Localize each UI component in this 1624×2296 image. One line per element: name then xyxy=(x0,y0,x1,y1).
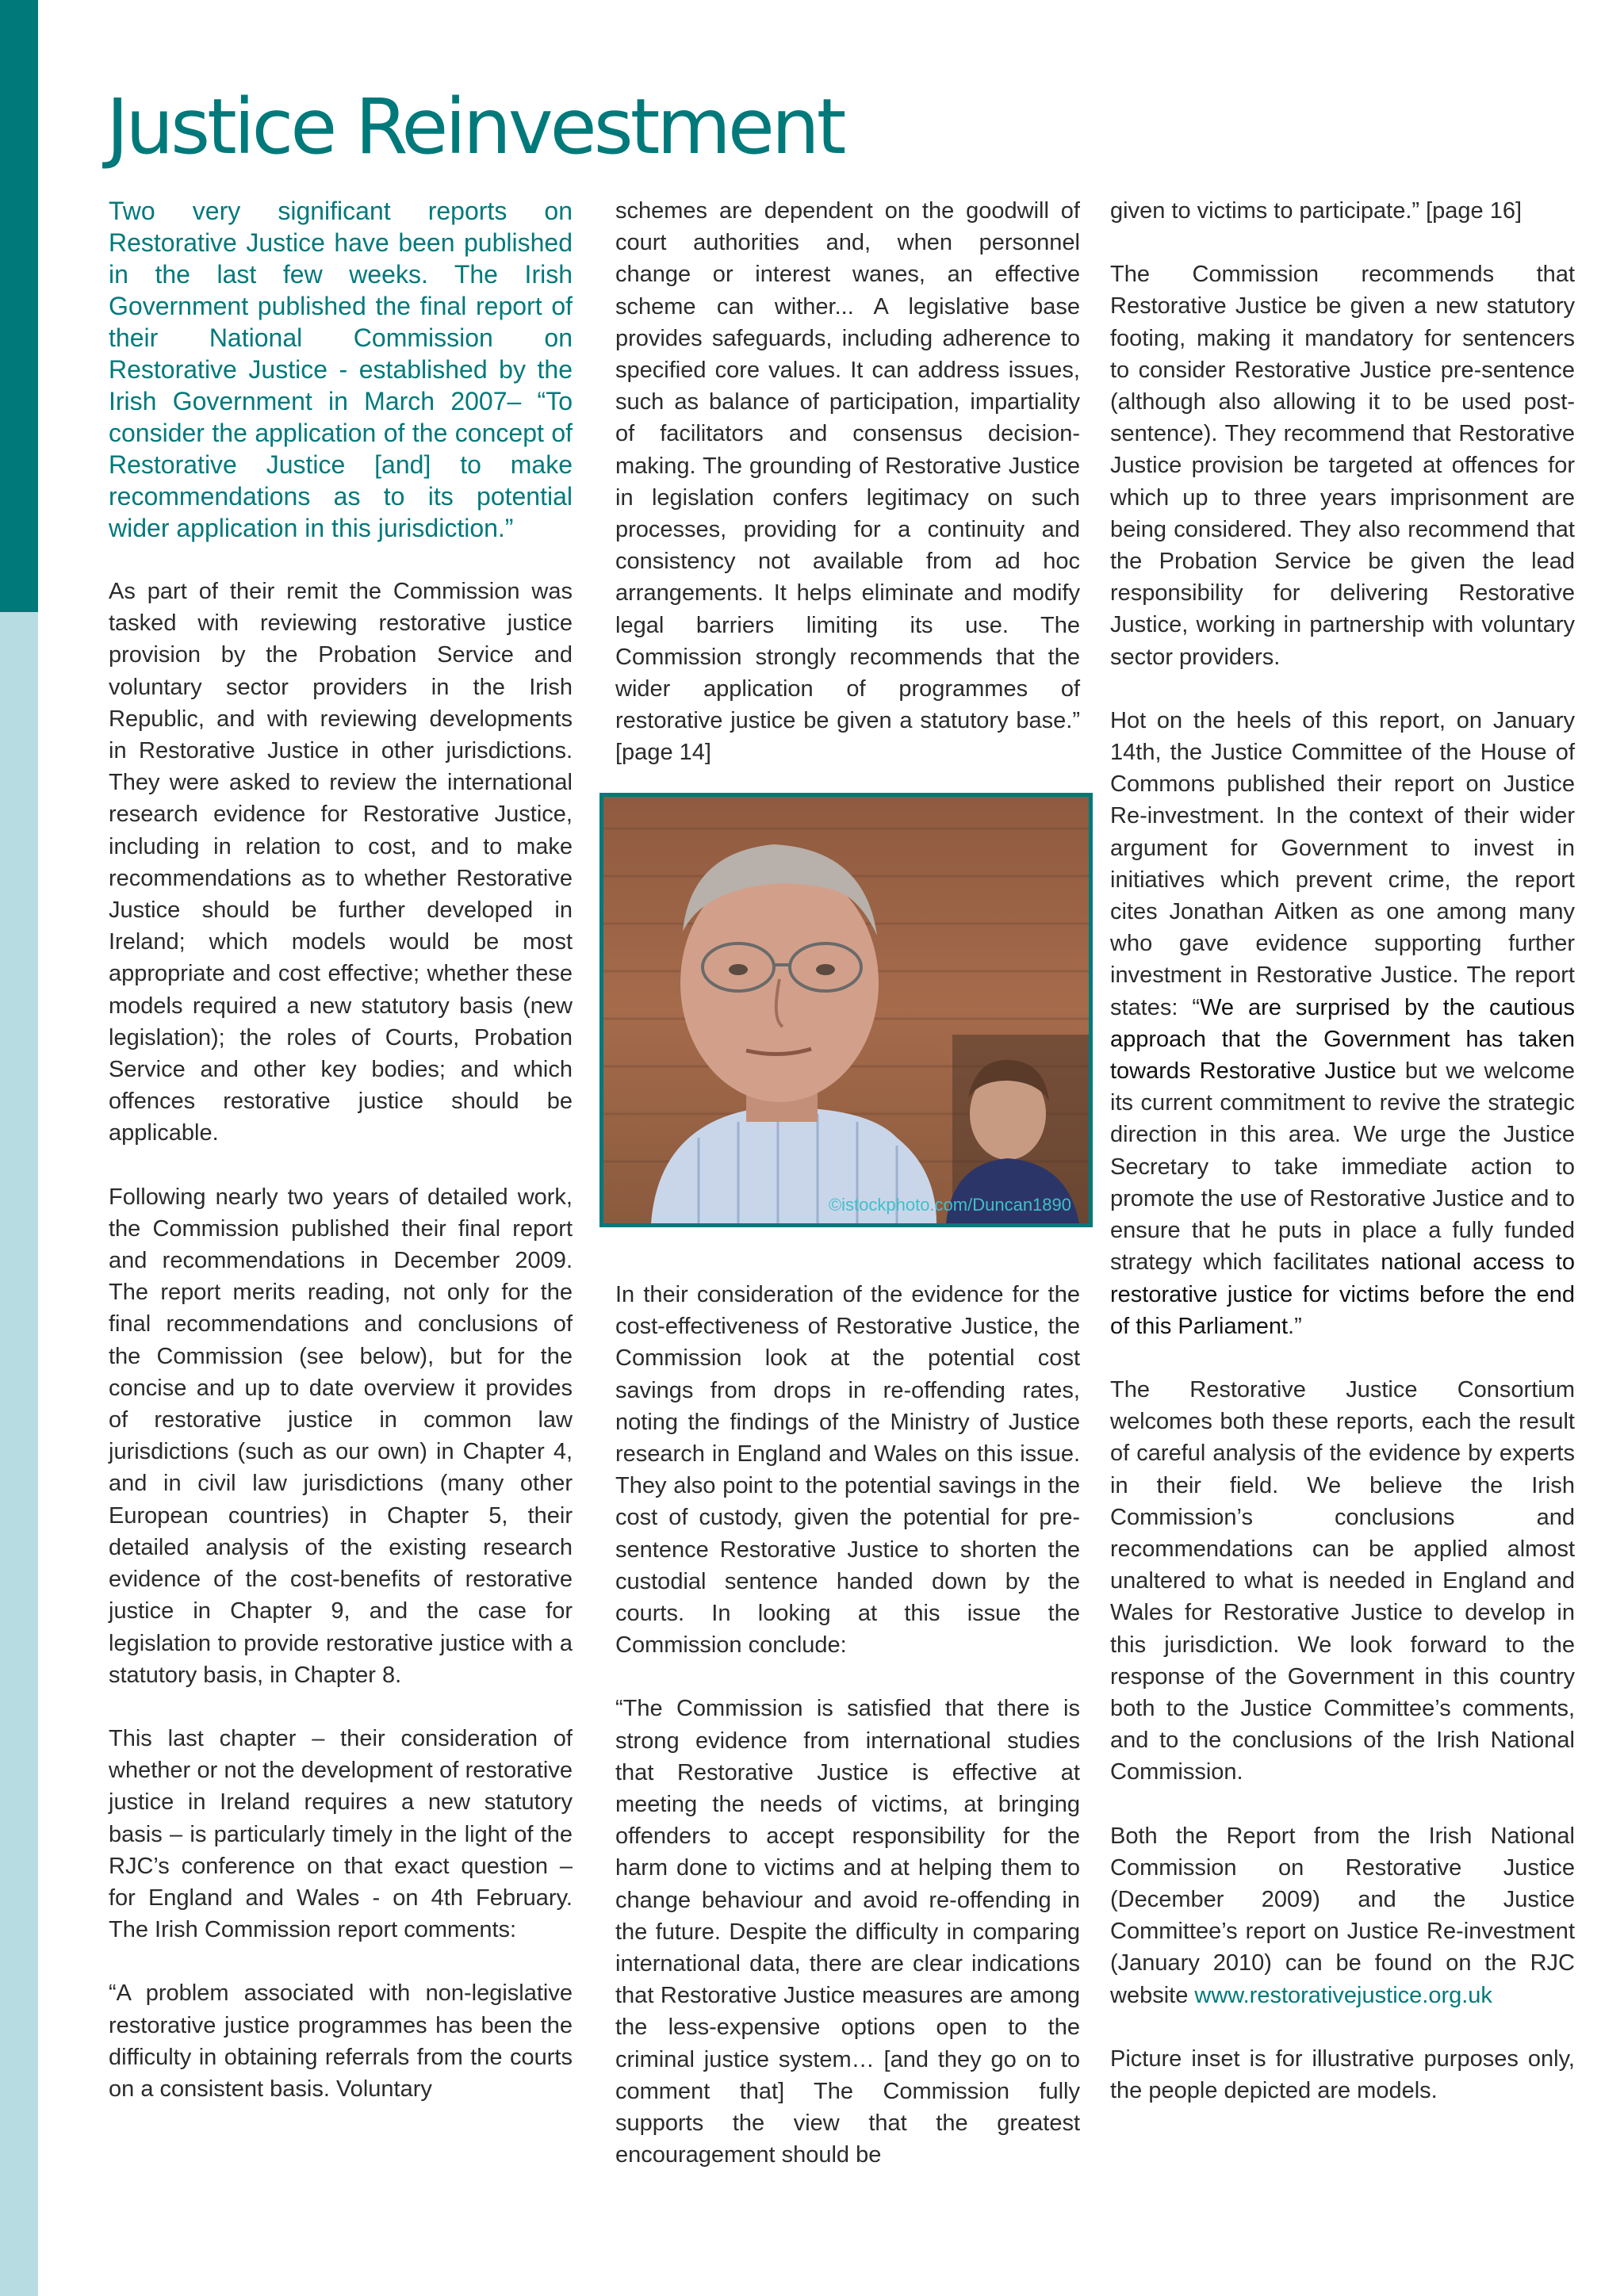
paragraph: The Restorative Justice Consortium welcomes both these reports, each the result of careful analysis of the evidence by experts in their field. We believe the Irish Commission’s conclusions and recommendations can be applied almost unaltered to what is needed in England and Wales for Restorative Justice to develop in this jurisdiction. We look forward to the response of the Government in this country both to the Justice Committee’s comments, and to the conclusions of the Irish National Commission. xyxy=(1110,1376,1575,1785)
column-2 xyxy=(615,195,1080,801)
paragraph: In their consideration of the evidence for the cost-effectiveness of Restorative Justice, the Commission look at the potential cost savings from drops in re-offending rates, noting the findings of the Ministry of Justice research in England and Wales on this issue. They also point to the potential savings in the cost of custody, given the potential for pre-sentence Restorative Justice to shorten the custodial sentence handed down by the courts. In looking at this issue the Commission conclude: xyxy=(615,1282,1080,1659)
text-segment: but we welcome its current commitment to revive the strategic direction in this area. We urge the Justice Secretary to take immediate action to promote the use of Restorative Justice and to ensure that he puts in place a fully funded strategy which facilitates xyxy=(1110,1058,1575,1276)
paragraph: The Commission recommends that Restorative Justice be given a new statutory footing, making it mandatory for sentencers to consider Restorative Justice pre-sentence (although also allowing it to be used post-sentence). They recommend that Restorative Justice provision be targeted at offences for which up to three years imprisonment are being considered. They also recommend that the Probation Service be given the lead responsibility for delivering Restorative Justice, working in partnership with voluntary sector providers. xyxy=(1110,262,1575,670)
photo-credit: ©istockphoto.com/Duncan1890 xyxy=(828,1195,1071,1215)
photo-illustration xyxy=(603,797,1089,1223)
highlighted-quote: national access to restorative justice for victims before the end of this Parliament xyxy=(1110,1249,1575,1339)
column-2-lower xyxy=(615,1279,1080,2202)
quote-paragraph: “A problem associated with non-legislative restorative justice programmes has been the difficulty in obtaining referrals from the courts on a consistent basis. Voluntary xyxy=(109,1980,573,2102)
intro-paragraph: Two very significant reports on Restorative Justice have been published in the last few weeks. The Irish Government published the final report of their National Commission on Restorative Justice - established by the Irish Government in March 2007– “To consider the application of the concept of Restorative Justice [and] to make recommendations as to its potential wider application in this jurisdiction.” xyxy=(109,197,573,542)
text-segment: .” xyxy=(1288,1313,1302,1339)
text-segment: Both the Report from the Irish National Commission on Restorative Justice (December 2009) and the Justice Committee’s report on Justice Re-investment (January 2010) can be found on the RJC website xyxy=(1110,1823,1575,2008)
column-1 xyxy=(109,195,573,2137)
paragraph: This last chapter – their consideration of whether or not the development of restorative justice in Ireland requires a new statutory basis – is particularly timely in the light of the RJC’s conference on that exact question – for England and Wales - on 4th February. The Irish Commission report comments: xyxy=(109,1725,573,1943)
illustrative-photo xyxy=(599,793,1093,1227)
quote-paragraph: schemes are dependent on the goodwill of court authorities and, when personnel change or interest wanes, an effective scheme can wither... A legislative base provides safeguards, including adherence to specified core values. It can address issues, such as balance of participation, impartiality of facilitators and consensus decision-making. The grounding of Restorative Justice in legislation confers legitimacy on such processes, providing for a continuity and consistency not available from ad hoc arrangements. It helps eliminate and modify legal barriers limiting its use. The Commission strongly recommends that the wider application of programmes of restorative justice be given a statutory base.” [page 14] xyxy=(615,198,1080,766)
highlighted-quote: We are surprised by the cautious approach that the Government has taken towards Restorative Justice xyxy=(1110,994,1575,1085)
website-link[interactable]: www.restorativejustice.org.uk xyxy=(1194,1982,1492,2008)
page-title: Justice Reinvestment xyxy=(106,82,844,171)
text-segment: Hot on the heels of this report, on January 14th, the Justice Committee of the House of Commons published their report on Justice Re-investment. In the context of their wider argument for Government to invest in initiatives which prevent crime, the report cites Jonathan Aitken as one among many who gave evidence supporting further investment in Restorative Justice. The report states: “ xyxy=(1110,707,1575,1020)
column-3 xyxy=(1110,195,1575,2138)
paragraph: given to victims to participate.” [page 16] xyxy=(1110,198,1522,224)
side-light-bar xyxy=(0,612,38,2296)
paragraph: As part of their remit the Commission was tasked with reviewing restorative justice provision by the Probation Service and voluntary sector providers in the Irish Republic, and with reviewing developments in Restorative Justice in other jurisdictions. They were asked to review the international research evidence for Restorative Justice, including in relation to cost, and to make recommendations as to whether Restorative Justice should be further developed in Ireland; which models would be most appropriate and cost effective; whether these models required a new statutory basis (new legislation); the roles of Courts, Probation Service and other key bodies; and which offences restorative justice should be applicable. xyxy=(109,579,573,1146)
paragraph xyxy=(1110,1820,1575,2011)
side-accent-bar xyxy=(0,0,38,612)
paragraph: Following nearly two years of detailed work, the Commission published their final report and recommendations in December 2009. The report merits reading, not only for the final recommendations and conclusions of the Commission (see below), but for the concise and up to date overview it provides of restorative justice in common law jurisdictions (such as our own) in Chapter 4, and in civil law jurisdictions (many other European countries) in Chapter 5, their detailed analysis of the existing research evidence of the cost-benefits of restorative justice in Chapter 9, and the case for legislation to provide restorative justice with a statutory basis, in Chapter 8. xyxy=(109,1184,573,1688)
paragraph xyxy=(1110,705,1575,1342)
quote-paragraph: “The Commission is satisfied that there is strong evidence from international studies that Restorative Justice is effective at meeting the needs of victims, at bringing offenders to accept responsibility for the harm done to victims and at helping them to change behaviour and avoid re-offending in the future. Despite the difficulty in comparing international data, there are clear indications that Restorative Justice measures are among the less-expensive options open to the criminal justice system… [and they go on to comment that] The Commission fully supports the view that the greatest encouragement should be xyxy=(615,1696,1080,2168)
paragraph: Picture inset is for illustrative purposes only, the people depicted are models. xyxy=(1110,2045,1575,2103)
